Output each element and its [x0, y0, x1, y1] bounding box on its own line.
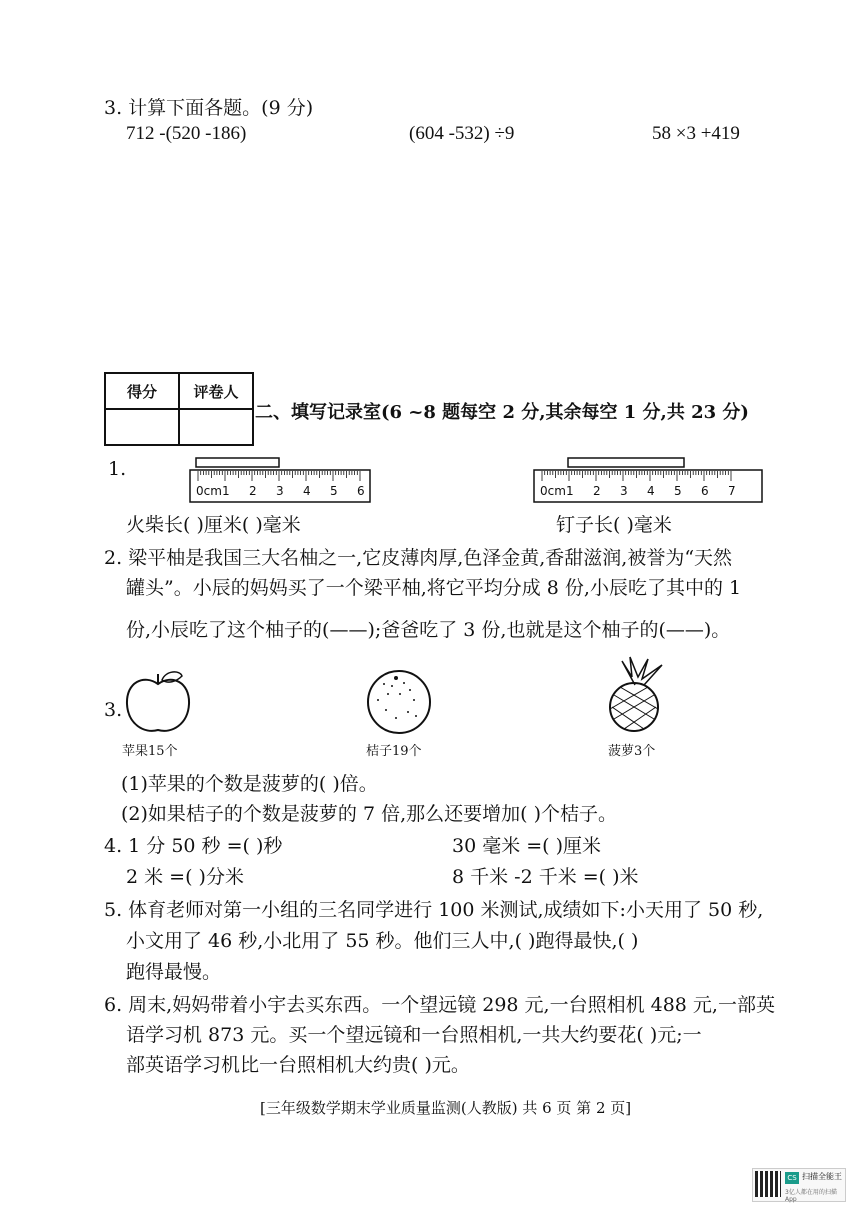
- question-5-line-3: 跑得最慢。: [126, 961, 222, 983]
- score-cell[interactable]: [105, 409, 179, 445]
- question-1-number: 1.: [108, 458, 127, 480]
- nail: [568, 458, 684, 467]
- ruler-nail: [532, 456, 764, 504]
- ruler-tick-label: 1: [222, 484, 230, 498]
- ruler-tick-label: 6: [357, 484, 365, 498]
- question-5-line-2: 小文用了 46 秒,小北用了 55 秒。他们三人中,( )跑得最快,( ): [126, 930, 639, 952]
- score-label: 得分: [105, 373, 179, 409]
- question-2-line-1: 2. 梁平柚是我国三大名柚之一,它皮薄肉厚,色泽金黄,香甜滋润,被誉为“天然: [104, 547, 733, 569]
- ruler-tick-label: 0cm: [540, 484, 566, 498]
- question-6-line-1: 6. 周末,妈妈带着小宇去买东西。一个望远镜 298 元,一台照相机 488 元,一部英: [104, 994, 775, 1016]
- question-4-b: 30 毫米 =( )厘米: [452, 835, 602, 857]
- ruler-tick-label: 5: [330, 484, 338, 498]
- matchstick: [196, 458, 279, 467]
- question-6-line-3: 部英语学习机比一台照相机大约贵( )元。: [126, 1054, 470, 1076]
- question-2-line-3: 份,小辰吃了这个柚子的(——);爸爸吃了 3 份,也就是这个柚子的(——)。: [126, 619, 731, 641]
- scanner-sub: 3亿人都在用的扫描App: [785, 1189, 837, 1203]
- question-2-line-2: 罐头”。小辰的妈妈买了一个梁平柚,将它平均分成 8 份,小辰吃了其中的 1: [126, 577, 742, 599]
- ruler-tick-label: 3: [620, 484, 628, 498]
- question-3-title: 3. 计算下面各题。(9 分): [104, 97, 314, 119]
- ruler-tick-label: 0cm: [196, 484, 222, 498]
- qr-code-icon: [755, 1171, 781, 1197]
- ruler-tick-label: 7: [728, 484, 736, 498]
- pineapple-caption: 菠萝3个: [608, 744, 656, 759]
- expression-1: 712 -(520 -186): [126, 123, 247, 144]
- ruler-tick-label: 2: [249, 484, 257, 498]
- question-4-c: 2 米 =( )分米: [126, 866, 244, 888]
- question-5-line-1: 5. 体育老师对第一小组的三名同学进行 100 米测试,成绩如下:小天用了 50 秒,: [104, 899, 764, 921]
- question-6-line-2: 语学习机 873 元。买一个望远镜和一台照相机,一共大约要花( )元;一: [126, 1024, 702, 1046]
- question-3-number: 3.: [104, 699, 123, 721]
- grader-label: 评卷人: [179, 373, 253, 409]
- scanner-watermark: [752, 1168, 846, 1202]
- ruler-tick-label: 4: [303, 484, 311, 498]
- ruler-tick-label: 4: [647, 484, 655, 498]
- expression-2: (604 -532) ÷9: [409, 123, 515, 144]
- apple-icon: [122, 668, 194, 738]
- question-3-sub-2: (2)如果桔子的个数是菠萝的 7 倍,那么还要增加( )个桔子。: [121, 803, 617, 825]
- question-4-a: 4. 1 分 50 秒 =( )秒: [104, 835, 283, 857]
- grader-cell[interactable]: [179, 409, 253, 445]
- pineapple-icon: [600, 655, 670, 735]
- score-box: [104, 372, 254, 446]
- scanner-label: 扫描全能王: [802, 1172, 842, 1181]
- ruler-tick-label: 6: [701, 484, 709, 498]
- ruler-tick-label: 2: [593, 484, 601, 498]
- question-3-sub-1: (1)苹果的个数是菠萝的( )倍。: [121, 773, 378, 795]
- expression-3: 58 ×3 +419: [652, 123, 740, 144]
- nail-length-text: 钉子长( )毫米: [556, 514, 672, 536]
- orange-icon: [364, 666, 436, 738]
- match-length-text: 火柴长( )厘米( )毫米: [126, 514, 301, 536]
- ruler-tick-label: 1: [566, 484, 574, 498]
- apple-caption: 苹果15个: [122, 744, 178, 759]
- ruler-match: [188, 456, 373, 504]
- orange-caption: 桔子19个: [366, 744, 422, 759]
- scanner-badge: CS: [785, 1172, 799, 1184]
- ruler-tick-label: 5: [674, 484, 682, 498]
- ruler-tick-label: 3: [276, 484, 284, 498]
- question-4-d: 8 千米 -2 千米 =( )米: [452, 866, 639, 888]
- section-2-heading: 二、填写记录室(6 ~8 题每空 2 分,其余每空 1 分,共 23 分): [255, 402, 749, 423]
- page-footer: [三年级数学期末学业质量监测(人教版) 共 6 页 第 2 页]: [260, 1099, 632, 1117]
